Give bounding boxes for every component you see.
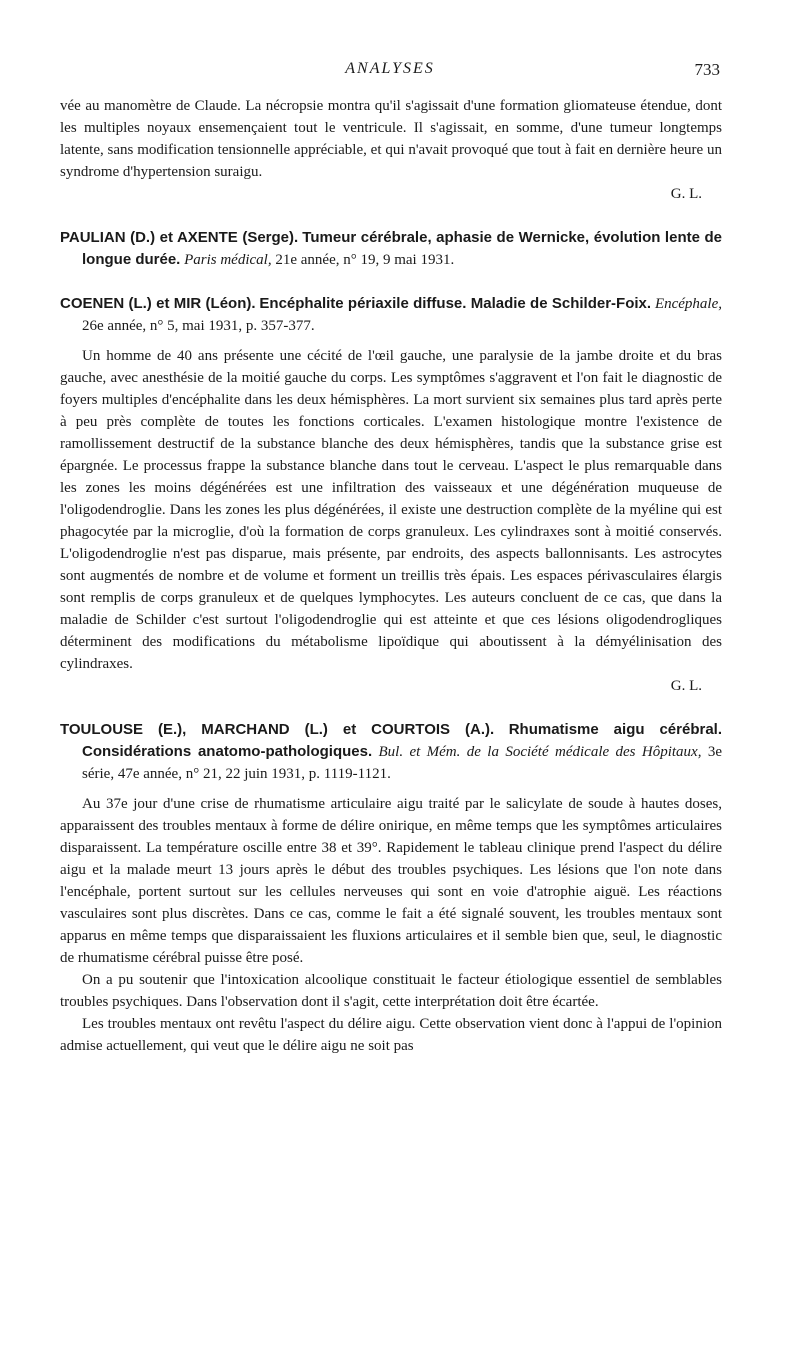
entry-authors: COENEN (L.) et MIR (Léon). [60,295,256,312]
entry-heading [60,719,722,785]
entry-details: 21e année, n° 19, 9 mai 1931. [275,252,455,268]
entry-details: 26e année, n° 5, mai 1931, p. 357-377. [82,318,315,334]
intro-signature: G. L. [670,186,702,202]
abstract-text: Un homme de 40 ans présente une cécité de l'œil gauche, une paralysie de la jambe droite et du bras gauche, avec anesthésie de la moitié gauche du corps. Les symptômes s'aggravent et l'on fait le diagnostic de foyers multiples d'encéphalite dans les deux hémisphères. La mort survient six semaines plus tard après perte à peu près complète de toutes les fonctions corticales. L'examen histologique montre l'existence de ramollissement destructif de la substance blanche des deux hémisphères, tandis que la substance grise est épargnée. Le processus frappe la substance blanche dans tout le cerveau. L'aspect le plus remarquable dans les zones les moins dégénérées est une infiltration des vaisseaux et une dégénération muqueuse de l'oligodendroglie. Dans les zones les plus dégénérées, il existe une destruction complète de la myéline qui est phagocytée par la microglie, d'où la formation de corps granuleux. Les cylindraxes sont à moitié conservés. L'oligodendroglie n'est pas disparue, mais présente, par endroits, des aspects ballonnisants. Les astrocytes sont augmentés de nombre et de volume et forment un treillis très épais. Les espaces périvasculaires élargis sont remplis de corps granuleux et de quelques lymphocytes. Les auteurs concluent de ce cas, que dans la maladie de Schilder c'est surtout l'oligodendroglie qui est atteinte et que ces lésions oligodendrogliques déterminent des modifications du métabolisme lipoïdique qui aboutissent à la démyélinisation des cylindraxes. [60,348,722,672]
abstract-paragraph: Au 37e jour d'une crise de rhumatisme articulaire aigu traité par le salicylate de soude à hautes doses, apparaissent des troubles mentaux à forme de délire onirique, en même temps que les symptômes articulaires disparaissent. La température oscille entre 38 et 39°. Rapidement le tableau clinique prend l'aspect du délire aigu et la malade meurt 13 jours après le début des troubles psychiques. Les lésions que l'on note dans l'encéphale, portent surtout sur les cellules nerveuses qui sont en voie d'atrophie aiguë. Les réactions vasculaires sont plus discrètes. Dans ce cas, comme le fait a été signalé souvent, les troubles mentaux sont apparus en même temps que disparaissaient les fluxions articulaires et il semble bien que, seul, le diagnostic de rhumatisme cérébral puisse être posé. [60,796,722,966]
entry-heading [60,227,722,271]
running-title: ANALYSES [345,60,435,77]
document-body [60,95,722,1057]
entry-authors: TOULOUSE (E.), MARCHAND (L.) et COURTOIS (A.). [60,721,495,738]
entry-heading [60,293,722,337]
abstract-paragraph: On a pu soutenir que l'intoxication alcoolique constituait le facteur étiologique essentiel de semblables troubles psychiques. Dans l'observation dont il s'agit, cette interprétation doit être écartée. [60,972,722,1010]
entry-paulian [60,227,722,271]
entry-title: Tumeur cérébrale, aphasie de Wernicke, évolution lente de longue durée. [82,229,722,268]
entry-source: Encéphale, [654,296,722,312]
entry-source: Bul. et Mém. de la Société médicale des Hôpitaux, [378,744,702,760]
entry-title: Rhumatisme aigu cérébral. Considérations anatomo-pathologiques. [82,721,723,760]
entry-coenen [60,293,722,697]
abstract-paragraph: Les troubles mentaux ont revêtu l'aspect du délire aigu. Cette observation vient donc à l'appui de l'opinion admise actuellement, qui veut que le délire aigu ne soit pas [60,1016,722,1054]
entry-toulouse [60,719,722,1057]
page-header [60,60,720,84]
entry-source: Paris médical, [184,252,272,268]
page-number: 733 [694,60,720,79]
entry-title: Encéphalite périaxile diffuse. Maladie de Schilder-Foix. [259,295,652,312]
entry-authors: PAULIAN (D.) et AXENTE (Serge). [60,229,299,246]
abstract-paragraph [60,345,722,697]
entry-details: 3e série, 47e année, n° 21, 22 juin 1931, p. 1119-1121. [82,744,723,782]
abstract-signature: G. L. [670,678,702,694]
intro-text: vée au manomètre de Claude. La nécropsie montra qu'il s'agissait d'une formation gliomateuse étendue, dont les multiples noyaux ensemençaient tout le ventricule. Il s'agissait, en somme, d'une tumeur longtemps latente, sans modification tensionnelle appréciable, et qui n'avait provoqué que tout à fait en dernière heure un syndrome d'hypertension suraigu. [60,98,722,180]
intro-paragraph [60,95,722,205]
